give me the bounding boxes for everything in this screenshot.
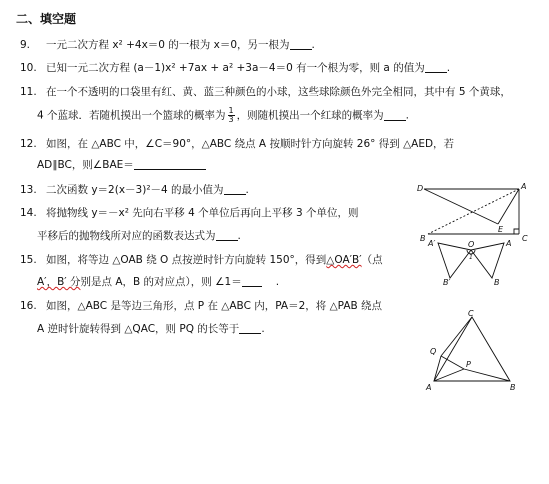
question-number: 11. bbox=[20, 86, 37, 98]
question-text-marked: △OA′B′ bbox=[326, 254, 362, 266]
question-15-line-2 bbox=[37, 275, 279, 289]
question-number: 13. bbox=[20, 184, 37, 196]
question-tail: . bbox=[405, 109, 409, 122]
label-D: D bbox=[417, 184, 424, 193]
question-text: 平移后的抛物线所对应的函数表达式为 bbox=[37, 230, 216, 242]
question-tail: . bbox=[311, 39, 315, 51]
question-text: 已知一元二次方程 (a－1)x² +7ax + a² +3a－4＝0 有一个根为零，则 a 的值为 bbox=[46, 62, 425, 74]
label-E: E bbox=[498, 225, 504, 234]
question-12-line-2 bbox=[37, 158, 206, 172]
question-15-line-1 bbox=[20, 253, 383, 267]
question-16-line-1 bbox=[20, 299, 382, 313]
label-angle-1: 1 bbox=[469, 254, 473, 261]
fraction-numerator: 1 bbox=[228, 106, 234, 115]
question-tail: . bbox=[245, 184, 249, 196]
answer-blank[interactable] bbox=[239, 322, 261, 334]
triangle-OAB bbox=[471, 243, 504, 278]
question-tail: . bbox=[446, 62, 451, 74]
label-B: B bbox=[494, 278, 500, 286]
question-text: ，则随机摸出一个红球的概率为 bbox=[236, 109, 384, 122]
line-QP bbox=[441, 356, 464, 369]
right-angle-mark bbox=[514, 229, 519, 234]
question-text: 如图，△ABC 是等边三角形，点 P 在 △ABC 内，PA＝2，将 △PAB 绕点 bbox=[46, 300, 383, 312]
line-AP bbox=[434, 369, 464, 381]
figure-q16 bbox=[422, 308, 522, 394]
answer-blank[interactable] bbox=[384, 109, 406, 121]
figure-q12 bbox=[416, 180, 536, 244]
line-PB bbox=[464, 369, 510, 381]
triangle-OA'B' bbox=[438, 243, 471, 278]
label-Q: Q bbox=[430, 347, 437, 356]
question-text: 别是点 A，B 的对应点），则 ∠1＝ bbox=[80, 276, 242, 288]
section-heading: 二、填空题 bbox=[16, 12, 77, 26]
question-text: （点 bbox=[361, 254, 383, 266]
question-16-line-2 bbox=[37, 322, 265, 336]
question-11-line-2 bbox=[37, 107, 409, 124]
question-number: 12. bbox=[20, 138, 37, 150]
question-14-line-2 bbox=[37, 229, 241, 243]
question-text: 4 个蓝球．若随机摸出一个篮球的概率为 bbox=[37, 109, 226, 122]
label-C: C bbox=[468, 309, 474, 318]
label-O: O bbox=[468, 240, 475, 249]
label-A: A bbox=[426, 383, 432, 392]
question-number: 9. bbox=[20, 39, 31, 51]
answer-blank[interactable] bbox=[134, 158, 206, 170]
line-QC bbox=[441, 317, 472, 356]
question-number: 10. bbox=[20, 62, 37, 74]
question-text: AD∥BC，则∠BAE＝ bbox=[37, 159, 134, 171]
fraction-denominator: 3 bbox=[228, 115, 234, 124]
label-B: B bbox=[420, 234, 426, 243]
question-14-line-1 bbox=[20, 206, 359, 220]
question-text: 一元二次方程 x² +4x＝0 的一根为 x＝0，另一根为 bbox=[46, 39, 290, 51]
question-text: 二次函数 y＝2(x－3)²－4 的最小值为 bbox=[46, 184, 224, 196]
question-11-line-1 bbox=[20, 85, 511, 99]
label-A-prime: A′ bbox=[428, 239, 436, 248]
answer-blank[interactable] bbox=[242, 275, 262, 287]
answer-blank[interactable] bbox=[425, 61, 447, 73]
label-A: A bbox=[521, 182, 527, 191]
question-text: A 逆时针旋转得到 △QAC，则 PQ 的长等于 bbox=[37, 323, 240, 335]
question-tail: . bbox=[237, 230, 241, 242]
fraction bbox=[228, 107, 235, 124]
answer-blank[interactable] bbox=[224, 183, 246, 195]
question-tail: . bbox=[275, 276, 280, 288]
label-B: B bbox=[510, 383, 516, 392]
question-number: 14. bbox=[20, 207, 37, 219]
question-text: 如图，在 △ABC 中，∠C＝90°，△ABC 绕点 A 按顺时针方向旋转 26° 得到 △AED，若 bbox=[46, 138, 455, 150]
label-C: C bbox=[522, 234, 528, 243]
label-B-prime: B′ bbox=[443, 278, 451, 286]
question-13 bbox=[20, 183, 249, 197]
question-text: 如图，将等边 △OAB 绕 O 点按逆时针方向旋转 150°，得到 bbox=[46, 254, 327, 266]
question-number: 16. bbox=[20, 300, 37, 312]
question-text: 在一个不透明的口袋里有红、黄、蓝三种颜色的小球，这些球除颜色外完全相同，其中有 5 个黄球， bbox=[46, 86, 511, 98]
figure-q15 bbox=[418, 238, 522, 286]
question-text: 将抛物线 y＝－x² 先向右平移 4 个单位后再向上平移 3 个单位，则 bbox=[46, 207, 359, 219]
answer-blank[interactable] bbox=[216, 229, 238, 241]
question-number: 15. bbox=[20, 254, 37, 266]
question-9 bbox=[20, 38, 315, 52]
line-AE bbox=[498, 189, 519, 224]
label-A: A bbox=[506, 239, 512, 248]
question-text-marked: A′，B′ 分 bbox=[37, 276, 81, 288]
question-10 bbox=[20, 61, 450, 75]
line-AQ bbox=[434, 356, 441, 381]
question-tail: . bbox=[261, 323, 265, 335]
line-DE bbox=[424, 189, 498, 224]
label-P: P bbox=[466, 360, 471, 369]
question-12-line-1 bbox=[20, 137, 454, 151]
answer-blank[interactable] bbox=[290, 38, 312, 50]
